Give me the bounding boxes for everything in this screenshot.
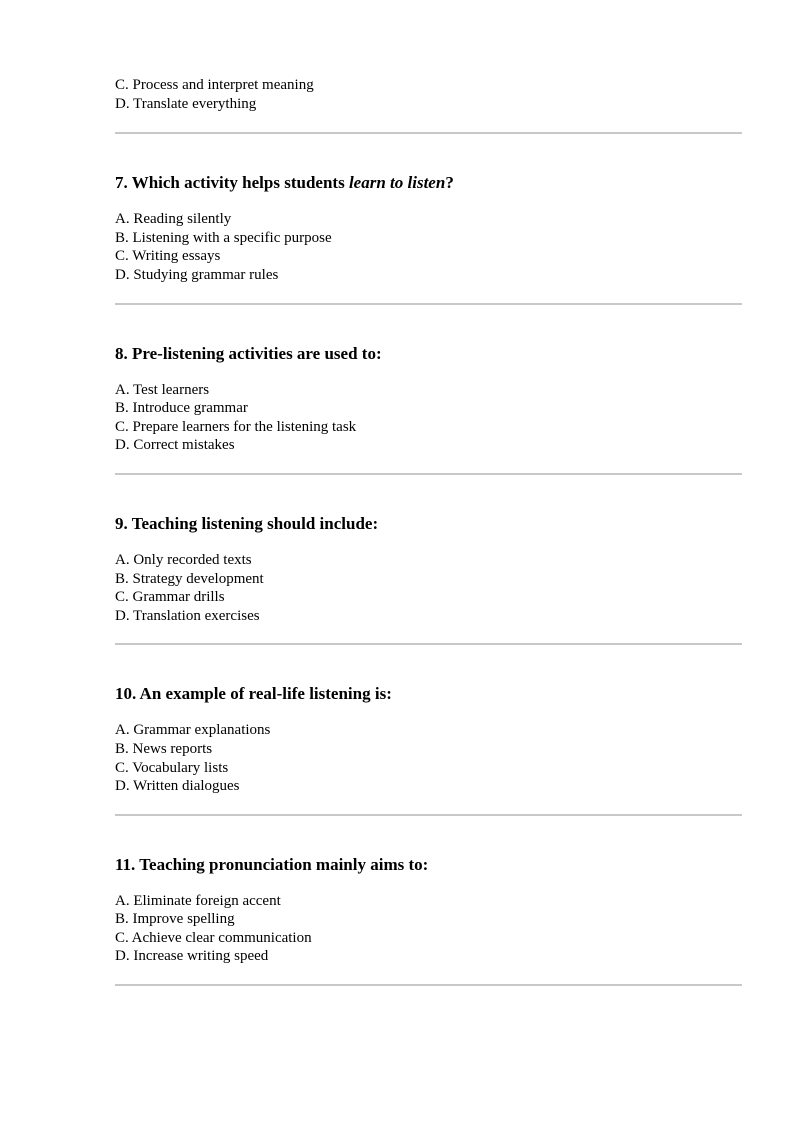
question-8 <box>115 344 742 475</box>
option-c: C. Grammar drills <box>115 589 225 606</box>
question-title: 9. Teaching listening should include: <box>115 513 379 533</box>
answer-options <box>115 381 742 455</box>
divider <box>115 132 742 134</box>
question-title: 8. Pre-listening activities are used to: <box>115 343 382 363</box>
option-b: B. News reports <box>115 740 213 757</box>
option-b: B. Strategy development <box>115 570 264 587</box>
option-a: A. Grammar explanations <box>115 722 271 739</box>
option-c: C. Prepare learners for the listening task <box>115 418 357 435</box>
question-10 <box>115 684 742 815</box>
divider <box>115 814 742 816</box>
question-suffix: ? <box>445 173 454 193</box>
question-11 <box>115 855 742 986</box>
divider <box>115 643 742 645</box>
answer-options <box>115 210 742 284</box>
option-d: D. Correct mistakes <box>115 437 235 454</box>
option-d: D. Increase writing speed <box>115 948 269 965</box>
question-title: 10. An example of real-life listening is: <box>115 684 392 704</box>
question-title: 11. Teaching pronunciation mainly aims to: <box>115 854 429 874</box>
option-c: C. Vocabulary lists <box>115 759 229 776</box>
option-a: A. Eliminate foreign accent <box>115 892 281 909</box>
option-d: D. Translation exercises <box>115 607 260 624</box>
question-emphasis: learn to listen <box>348 173 446 193</box>
option-d: D. Written dialogues <box>115 778 240 795</box>
option-d: D. Translate everything <box>115 95 257 112</box>
option-a: A. Only recorded texts <box>115 551 252 568</box>
option-b: B. Improve spelling <box>115 911 235 928</box>
option-c: C. Achieve clear communication <box>115 929 312 946</box>
answer-options <box>115 721 742 795</box>
question-title <box>115 173 742 193</box>
option-d: D. Studying grammar rules <box>115 266 279 283</box>
document-page <box>115 76 742 986</box>
option-c: C. Writing essays <box>115 248 221 265</box>
answer-options <box>115 76 742 113</box>
option-a: A. Test learners <box>115 381 210 398</box>
divider <box>115 473 742 475</box>
question-7 <box>115 173 742 304</box>
question-text: 7. Which activity helps students <box>115 173 349 193</box>
option-b: B. Introduce grammar <box>115 400 248 417</box>
question-9 <box>115 514 742 645</box>
divider <box>115 984 742 986</box>
option-b: B. Listening with a specific purpose <box>115 229 332 246</box>
option-a: A. Reading silently <box>115 211 232 228</box>
question-6-continued <box>115 76 742 134</box>
answer-options <box>115 892 742 966</box>
divider <box>115 303 742 305</box>
answer-options <box>115 551 742 625</box>
option-c: C. Process and interpret meaning <box>115 77 314 93</box>
